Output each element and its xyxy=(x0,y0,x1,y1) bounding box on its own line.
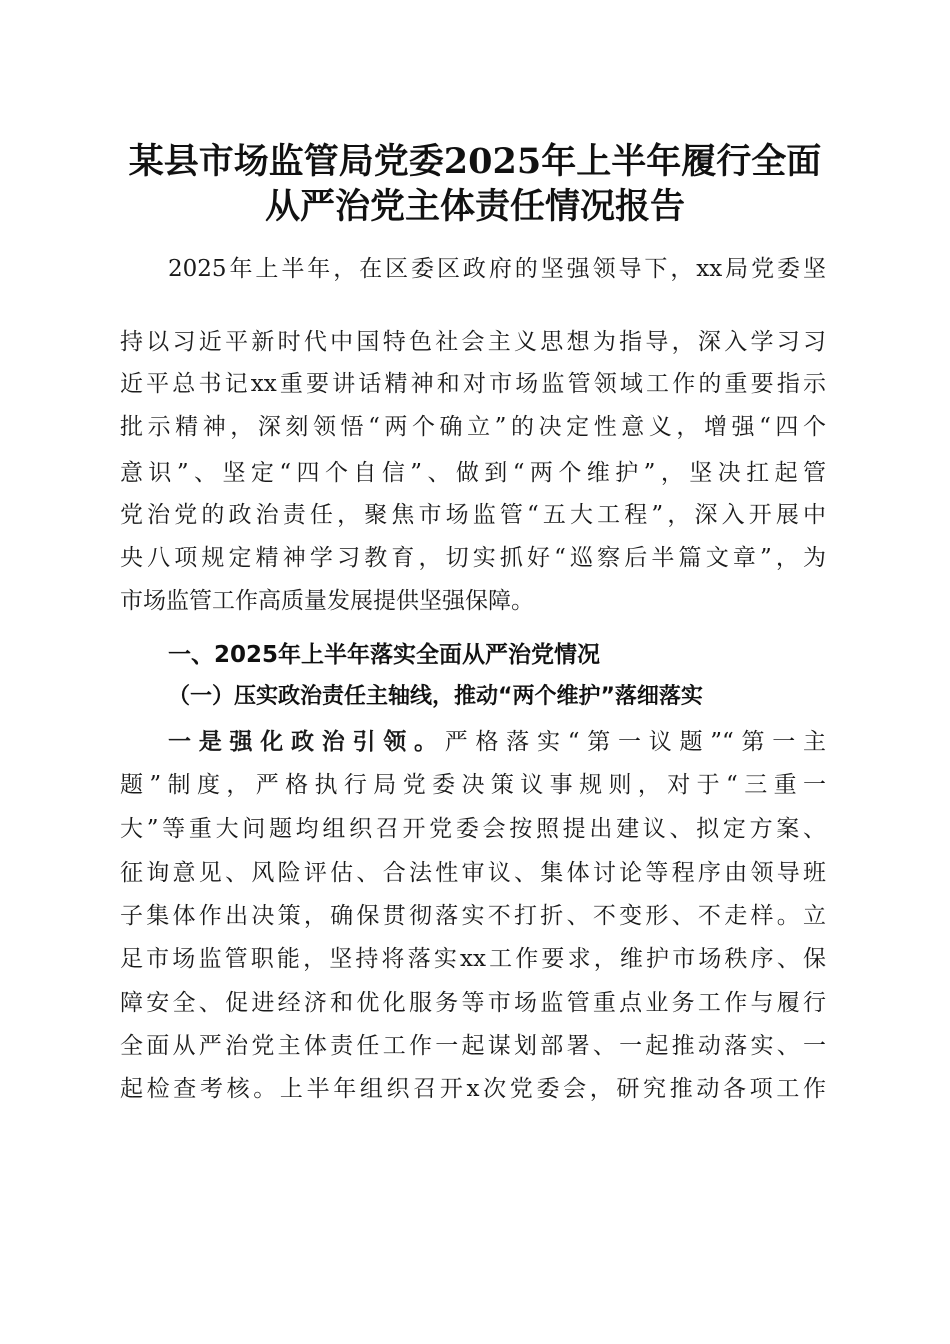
intro-line-1: 2025年上半年，在区委区政府的坚强领导下，xx局党委坚 xyxy=(168,256,826,282)
para1-first-rest: 严格落实“第一议题”“第一主 xyxy=(444,729,827,755)
subsection-heading: （一）压实政治责任主轴线，推动“两个维护”落细落实 xyxy=(168,684,703,709)
document-title-line-2: 从严治党主体责任情况报告 xyxy=(264,186,685,227)
para1-line-4: 征询意见、风险评估、合法性审议、集体讨论等程序由领导班 xyxy=(120,860,826,886)
para1-line-7: 障安全、促进经济和优化服务等市场监管重点业务工作与履行 xyxy=(120,990,826,1016)
intro-line-7: 央八项规定精神学习教育，切实抓好“巡察后半篇文章”，为 xyxy=(120,545,826,571)
intro-line-8: 市场监管工作高质量发展提供坚强保障。 xyxy=(120,588,534,614)
para1-line-5: 子集体作出决策，确保贯彻落实不打折、不变形、不走样。立 xyxy=(120,903,826,929)
para1-line-8: 全面从严治党主体责任工作一起谋划部署、一起推动落实、一 xyxy=(120,1033,826,1059)
document-title-line-1: 某县市场监管局党委2025年上半年履行全面 xyxy=(128,141,822,182)
para1-line-9: 起检查考核。上半年组织召开x次党委会，研究推动各项工作 xyxy=(120,1076,826,1102)
para1-lead: 一是强化政治引领。 xyxy=(168,729,445,755)
para1-line-6: 足市场监管职能，坚持将落实xx工作要求，维护市场秩序、保 xyxy=(120,946,826,972)
para1-line-3: 大”等重大问题均组织召开党委会按照提出建议、拟定方案、 xyxy=(120,816,826,842)
para1-line-1 xyxy=(168,725,826,759)
intro-line-5: 意识”、坚定“四个自信”、做到“两个维护”，坚决扛起管 xyxy=(120,460,826,486)
section-heading: 一、2025年上半年落实全面从严治党情况 xyxy=(168,642,601,668)
intro-line-4: 批示精神，深刻领悟“两个确立”的决定性意义，增强“四个 xyxy=(120,414,826,440)
intro-line-3: 近平总书记xx重要讲话精神和对市场监管领域工作的重要指示 xyxy=(120,371,826,397)
para1-line-2: 题”制度，严格执行局党委决策议事规则，对于“三重一 xyxy=(120,772,826,798)
intro-line-6: 党治党的政治责任，聚焦市场监管“五大工程”，深入开展中 xyxy=(120,502,826,528)
intro-line-2: 持以习近平新时代中国特色社会主义思想为指导，深入学习习 xyxy=(120,329,826,355)
